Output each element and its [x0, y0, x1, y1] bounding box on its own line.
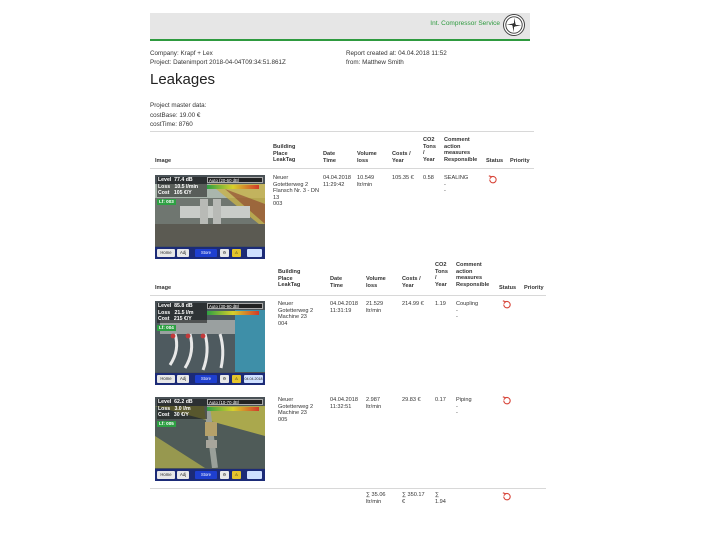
- device-toolbar: [155, 373, 265, 385]
- author-line: from: Matthew Smith: [346, 59, 404, 66]
- level-bar: [207, 311, 259, 315]
- col-costs: [392, 151, 411, 164]
- row2-building: Neuer Gotetterweg 2 Machine 23 004: [278, 301, 314, 327]
- col-co2: [423, 137, 436, 163]
- measurement-overlay: Level 77.4 dB Loss 10.5 l/min Cost 105 €/Y: [157, 177, 207, 207]
- warning-icon[interactable]: ⚠: [232, 375, 241, 383]
- row3-building: Neuer Gotetterweg 2 Machine 23 005: [278, 397, 314, 423]
- col-comment-l4: Responsible: [444, 156, 478, 163]
- row2-costs: 214.99 €: [402, 301, 424, 307]
- leak-photo-003[interactable]: [155, 175, 265, 259]
- level-bar: [207, 185, 259, 189]
- col-comment-l3: measures: [444, 150, 471, 157]
- settings-icon[interactable]: ⚙: [220, 471, 229, 479]
- device-extra-button[interactable]: [247, 471, 262, 479]
- level-bar: [207, 407, 259, 411]
- col-co2-l1: CO2: [423, 137, 435, 143]
- adj-button[interactable]: Adj: [177, 471, 189, 479]
- col-priority: Priority: [510, 158, 530, 164]
- device-toolbar: [155, 247, 265, 259]
- cost-time: costTime: 8760: [150, 121, 193, 128]
- col-comment-l1: Comment: [444, 137, 470, 143]
- leak-photo-004[interactable]: [155, 301, 265, 385]
- row1-volume: 10.549 ltr/min: [357, 175, 375, 188]
- master-data-heading: Project master data:: [150, 102, 207, 109]
- row2-volume: 21.529 ltr/min: [366, 301, 384, 314]
- row3-co2: 0.17: [435, 397, 446, 403]
- leak-photo-005[interactable]: [155, 397, 265, 481]
- warning-icon[interactable]: ⚠: [232, 249, 241, 257]
- measurement-overlay: Level 85.8 dB Loss 21.5 l/m Cost 215 €/Y: [157, 303, 207, 333]
- home-button[interactable]: Home: [157, 471, 175, 479]
- col-co2-2: CO2 Tons / Year: [435, 262, 448, 288]
- header-accent-line: [150, 39, 530, 41]
- settings-icon[interactable]: ⚙: [220, 375, 229, 383]
- page-title: Leakages: [150, 71, 216, 88]
- row3-volume: 2.987 ltr/min: [366, 397, 382, 410]
- settings-icon[interactable]: ⚙: [220, 249, 229, 257]
- store-button[interactable]: Store: [195, 471, 217, 479]
- adj-button[interactable]: Adj: [177, 249, 189, 257]
- row1-date: 04.04.2018 11:29:42: [323, 175, 351, 188]
- reset-arrow-icon[interactable]: [487, 174, 498, 185]
- home-button[interactable]: Home: [157, 249, 175, 257]
- row1-costs: 105.35 €: [392, 175, 414, 181]
- row2-date: 04.04.2018 11:31:19: [330, 301, 358, 314]
- row3-comment: Piping - -: [456, 397, 472, 417]
- row1-comment: SEALING - -: [444, 175, 469, 195]
- col-comment-l2: action: [444, 143, 461, 150]
- row3-date: 04.04.2018 11:32:51: [330, 397, 358, 410]
- col-image: Image: [155, 158, 172, 164]
- row3-costs: 29.83 €: [402, 397, 421, 403]
- reset-arrow-icon[interactable]: [501, 395, 512, 406]
- col-date-l2: Time: [323, 157, 336, 164]
- report-created-line: Report created at: 04.04.2018 11:52: [346, 50, 447, 57]
- col-image-2: Image: [155, 285, 172, 291]
- col-comment: [444, 137, 477, 163]
- warning-icon[interactable]: ⚠: [232, 471, 241, 479]
- device-extra-button[interactable]: [247, 249, 262, 257]
- col-volume-l2: loss: [357, 157, 369, 164]
- col-building-2: Building Place LeakTag: [278, 269, 301, 289]
- total-costs: ∑ 350.17 €: [402, 492, 425, 505]
- compressor-fan-logo: [503, 14, 525, 36]
- col-co2-l2: Tons: [423, 143, 436, 150]
- row1-co2: 0.58: [423, 175, 434, 181]
- store-button[interactable]: Store: [195, 249, 217, 257]
- col-volume: [357, 151, 377, 164]
- col-volume-l1: Volume: [357, 151, 377, 157]
- total-co2: ∑ 1.94: [435, 492, 446, 505]
- col-date-l1: Date: [323, 151, 336, 157]
- cost-base: costBase: 19.00 €: [150, 112, 201, 119]
- company-line: Company: Krapf + Lex: [150, 50, 213, 57]
- leak-tag-label: Lf: 003: [159, 199, 174, 204]
- table-header-rule: [150, 168, 534, 169]
- col-date: [323, 151, 336, 164]
- col-co2-l4: Year: [423, 156, 435, 163]
- table2-header-rule: [150, 295, 546, 296]
- table-top-rule: [150, 131, 534, 132]
- project-line: Project: Datenimport 2018-04-04T09:34:51.861Z: [150, 59, 286, 66]
- adj-button[interactable]: Adj: [177, 375, 189, 383]
- home-button[interactable]: Home: [157, 375, 175, 383]
- col-volume-2: Volume loss: [366, 276, 386, 289]
- report-header: [150, 13, 530, 39]
- device-date: 04.04.2018: [244, 377, 263, 381]
- col-building-l3: LeakTag: [273, 157, 296, 164]
- total-volume: ∑ 35.06 ltr/min: [366, 492, 386, 505]
- col-building: [273, 144, 295, 164]
- row2-co2: 1.19: [435, 301, 446, 307]
- auto-range-label: Auto (20-60 dB): [207, 177, 263, 183]
- leak-tag-label: Lf: 005: [159, 421, 174, 426]
- col-costs-l1: Costs /: [392, 151, 411, 157]
- col-co2-l3: /: [423, 150, 425, 157]
- measurement-overlay: Level 62.2 dB Loss 3.0 l/m Cost 30 €/Y: [157, 399, 207, 429]
- col-priority-2: Priority: [524, 285, 544, 291]
- row2-comment: Coupling - -: [456, 301, 479, 321]
- col-status: Status: [486, 158, 504, 164]
- reset-arrow-icon[interactable]: [501, 299, 512, 310]
- auto-range-label: Auto (30-90 dB): [207, 303, 263, 309]
- auto-range-label: Auto (10-70 dB): [207, 399, 263, 405]
- reset-arrow-icon[interactable]: [501, 491, 512, 502]
- col-date-2: Date Time: [330, 276, 343, 289]
- col-status-2: Status: [499, 285, 517, 291]
- col-comment-2: Comment action measures Responsible: [456, 262, 490, 288]
- col-costs-l2: Year: [392, 157, 404, 164]
- col-building-l1: Building: [273, 144, 296, 150]
- col-costs-2: Costs / Year: [402, 276, 421, 289]
- device-toolbar: [155, 469, 265, 481]
- leak-tag-label: Lf: 004: [159, 325, 174, 330]
- company-service-title: Int. Compressor Service: [430, 20, 500, 27]
- totals-rule: [150, 488, 546, 489]
- col-building-l2: Place: [273, 150, 288, 157]
- row1-building: Neuer Gotetterweg 2 Flansch Nr. 3 - DN 13 003: [273, 175, 320, 208]
- store-button[interactable]: Store: [195, 375, 217, 383]
